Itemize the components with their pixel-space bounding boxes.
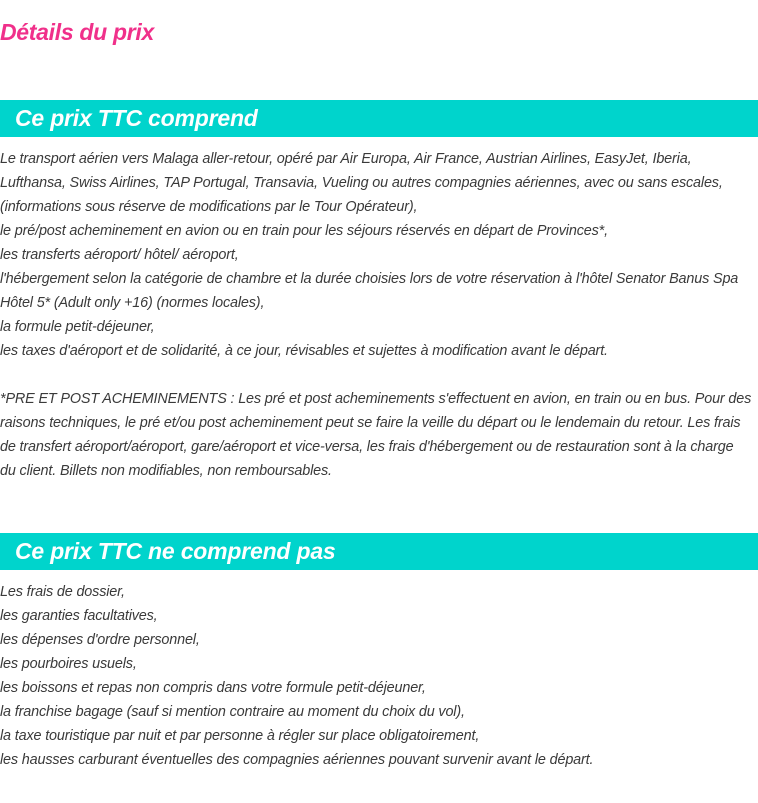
included-line: Le transport aérien vers Malaga aller-retour, opéré par Air Europa, Air France, Austrian Airlines, EasyJet, Iberia, xyxy=(0,151,692,167)
excluded-line: les hausses carburant éventuelles des compagnies aériennes pouvant survenir avant le départ. xyxy=(0,752,594,768)
included-line: les taxes d'aéroport et de solidarité, à ce jour, révisables et sujettes à modification avant le départ. xyxy=(0,343,608,359)
excluded-section-header xyxy=(0,533,758,570)
included-heading: Ce prix TTC comprend xyxy=(15,105,258,131)
excluded-line: la taxe touristique par nuit et par personne à régler sur place obligatoirement, xyxy=(0,728,480,744)
page-title: Détails du prix xyxy=(0,19,154,45)
included-line: Lufthansa, Swiss Airlines, TAP Portugal, Transavia, Vueling ou autres compagnies aériennes, avec ou sans escales, xyxy=(0,175,723,191)
excluded-heading: Ce prix TTC ne comprend pas xyxy=(15,538,336,564)
excluded-line: la franchise bagage (sauf si mention contraire au moment du choix du vol), xyxy=(0,704,465,720)
excluded-line: les garanties facultatives, xyxy=(0,608,158,624)
included-line: le pré/post acheminement en avion ou en train pour les séjours réservés en départ de Provinces*, xyxy=(0,223,608,239)
note-line: du client. Billets non modifiables, non remboursables. xyxy=(0,463,332,479)
paragraph-spacer xyxy=(0,363,758,387)
note-line: de transfert aéroport/aéroport, gare/aéroport et vice-versa, les frais d'hébergement ou de restauration sont à la charge xyxy=(0,439,734,455)
included-line: Hôtel 5* (Adult only +16) (normes locales), xyxy=(0,295,265,311)
excluded-line: les pourboires usuels, xyxy=(0,656,137,672)
excluded-section-body xyxy=(0,580,758,772)
included-section-body xyxy=(0,147,758,483)
note-line: *PRE ET POST ACHEMINEMENTS : Les pré et post acheminements s'effectuent en avion, en train ou en bus. Pour des xyxy=(0,391,752,407)
excluded-line: les dépenses d'ordre personnel, xyxy=(0,632,200,648)
note-line: raisons techniques, le pré et/ou post acheminement peut se faire la veille du départ ou le lendemain du retour. Les frais xyxy=(0,415,741,431)
included-line: les transferts aéroport/ hôtel/ aéroport, xyxy=(0,247,239,263)
included-line: l'hébergement selon la catégorie de chambre et la durée choisies lors de votre réservation à l'hôtel Senator Banus Spa xyxy=(0,271,739,287)
included-line: (informations sous réserve de modifications par le Tour Opérateur), xyxy=(0,199,418,215)
included-section-header xyxy=(0,100,758,137)
included-line: la formule petit-déjeuner, xyxy=(0,319,155,335)
excluded-line: les boissons et repas non compris dans votre formule petit-déjeuner, xyxy=(0,680,426,696)
excluded-line: Les frais de dossier, xyxy=(0,584,125,600)
